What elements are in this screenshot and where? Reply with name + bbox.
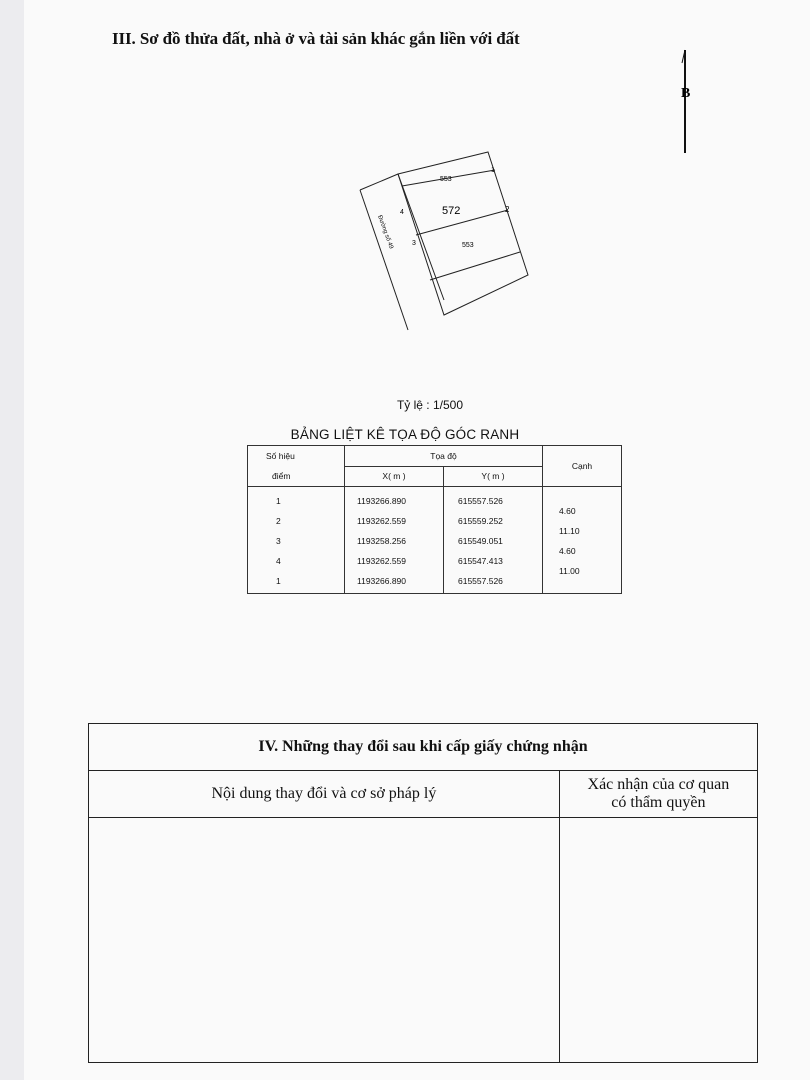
edge-length: 4.60 (559, 546, 576, 556)
row-y: 615547.413 (458, 556, 503, 566)
corner-1-label: 1 (491, 167, 495, 174)
left-margin-strip (0, 0, 24, 1080)
edge-length: 11.10 (559, 526, 580, 536)
header-x: X( m ) (345, 466, 444, 487)
parcel-sketch (350, 140, 550, 340)
row-y: 615557.526 (458, 496, 503, 506)
row-x: 1193266.890 (357, 576, 407, 586)
neighbor-bottom-label: 553 (462, 242, 474, 249)
row-x: 1193266.890 (357, 496, 407, 506)
row-x: 1193262.559 (357, 556, 407, 566)
col-content-header: Nội dung thay đổi và cơ sở pháp lý (89, 771, 560, 818)
row-point: 3 (276, 536, 281, 546)
corner-4-label: 4 (400, 209, 404, 216)
row-point: 1 (276, 496, 281, 506)
corner-2-label: 2 (505, 205, 510, 214)
road-label: Đường số 49 (376, 214, 394, 250)
row-point: 4 (276, 556, 281, 566)
edge-length: 11.00 (559, 566, 580, 576)
header-point-line2: điểm (248, 466, 345, 487)
main-parcel-label: 572 (442, 205, 461, 217)
section-iv-title: IV. Những thay đổi sau khi cấp giấy chứng nhận (89, 724, 758, 771)
row-point: 2 (276, 516, 281, 526)
scale-label: Tỷ lệ : 1/500 (396, 398, 464, 412)
header-y: Y( m ) (444, 466, 543, 487)
corner-3-label: 3 (412, 240, 416, 247)
road-edge-right (398, 174, 444, 300)
north-arrow-icon (670, 45, 700, 160)
col-confirm-header (559, 771, 757, 818)
content-cell[interactable] (89, 818, 560, 1063)
row-y: 615549.051 (458, 536, 503, 546)
coordinate-table (247, 445, 622, 594)
header-coords: Tọa độ (345, 446, 543, 467)
row-x: 1193262.559 (357, 516, 407, 526)
neighbor-top-label: 553 (440, 176, 452, 183)
divider-2 (416, 210, 508, 235)
row-x: 1193258.256 (357, 536, 407, 546)
header-point-line1: Số hiệu (248, 446, 345, 467)
coordinate-table-title: BẢNG LIỆT KÊ TỌA ĐỘ GÓC RANH (290, 427, 520, 442)
road-edge-top (360, 174, 398, 190)
row-y: 615559.252 (458, 516, 503, 526)
row-point: 1 (276, 576, 281, 586)
header-edge: Cạnh (543, 446, 622, 487)
row-y: 615557.526 (458, 576, 503, 586)
col-confirm-line2: có thẩm quyền (611, 794, 706, 811)
confirm-cell[interactable] (559, 818, 757, 1063)
north-label: B (681, 86, 691, 101)
section-iii-heading: III. Sơ đồ thửa đất, nhà ở và tài sản khác gắn liền với đất (112, 29, 520, 48)
changes-table (88, 723, 758, 1063)
edge-length: 4.60 (559, 506, 576, 516)
parcel-outline (398, 152, 528, 315)
col-confirm-line1: Xác nhận của cơ quan (587, 776, 730, 793)
divider-3 (430, 252, 520, 280)
